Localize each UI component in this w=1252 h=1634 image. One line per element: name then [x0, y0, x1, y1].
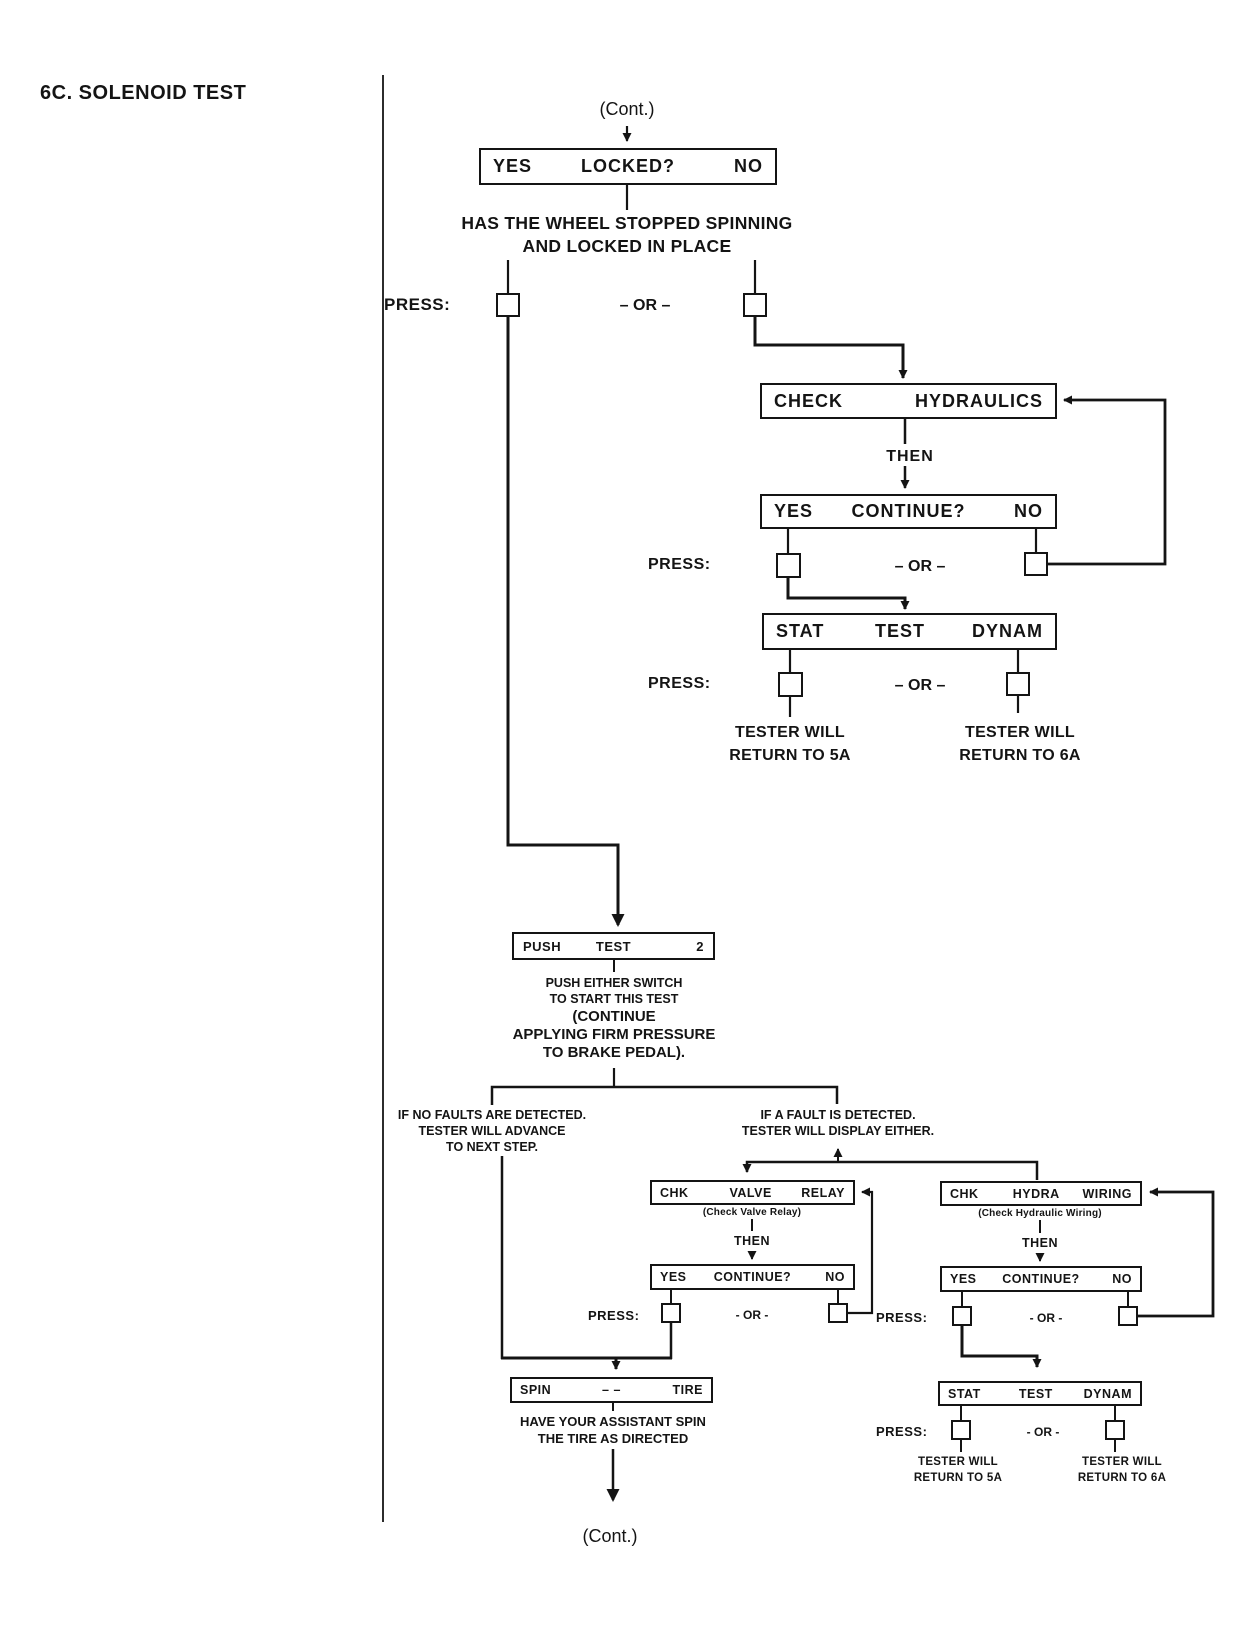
fault-line2: TESTER WILL DISPLAY EITHER.	[741, 1124, 935, 1138]
fault-note	[728, 1107, 948, 1139]
then-label-valve: THEN	[733, 1234, 771, 1248]
continue-yes-label: YES	[774, 501, 814, 521]
spin-tire-note	[498, 1413, 728, 1447]
display-no-label: NO	[734, 156, 763, 176]
push-note-line1: PUSH EITHER SWITCH	[545, 976, 683, 990]
valve-relay-caption: (Check Valve Relay)	[702, 1207, 802, 1218]
return-5a-bottom-line1: TESTER WILL	[918, 1456, 998, 1468]
check-label: CHECK	[774, 390, 844, 411]
continued-to-label: (Cont.)	[582, 1526, 638, 1546]
display-box-locked	[479, 148, 777, 185]
push-test-2-label: 2	[696, 938, 704, 954]
then-label-wiring: THEN	[1021, 1236, 1059, 1250]
continue-question-label: CONTINUE?	[851, 501, 966, 521]
display-box-stat-test-dynam-bottom	[938, 1381, 1142, 1406]
test-bottom-label: TEST	[1018, 1386, 1053, 1401]
stat-bottom-label: STAT	[948, 1386, 981, 1401]
display-question-label: LOCKED?	[581, 156, 675, 176]
display-box-push-test-2	[512, 932, 715, 960]
question-line-2: AND LOCKED IN PLACE	[522, 236, 732, 256]
push-label: PUSH	[523, 938, 562, 954]
no-fault-line1: IF NO FAULTS ARE DETECTED.	[397, 1108, 587, 1122]
question-line-1: HAS THE WHEEL STOPPED SPINNING	[461, 213, 793, 233]
display-box-spin-tire	[510, 1377, 713, 1403]
press-label-valve: PRESS:	[588, 1308, 640, 1323]
hydra-wiring-caption: (Check Hydraulic Wiring)	[978, 1208, 1102, 1219]
chk-valve-right-label: RELAY	[801, 1185, 845, 1200]
return-6a-line2: RETURN TO 6A	[959, 747, 1081, 764]
continued-from-label: (Cont.)	[599, 99, 655, 119]
dynam-bottom-label: DYNAM	[1083, 1386, 1132, 1401]
display-yes-label: YES	[493, 156, 533, 176]
display-box-check-hydraulics	[760, 383, 1057, 419]
continue-valve-no-label: NO	[825, 1270, 845, 1284]
chk-valve-center-label: VALVE	[729, 1185, 772, 1200]
press-button-square-yes-wiring	[952, 1306, 972, 1326]
continue-valve-yes-label: YES	[660, 1270, 687, 1284]
return-6a-bottom-line2: RETURN TO 6A	[1077, 1472, 1167, 1484]
return-6a-note	[930, 721, 1110, 767]
push-note-line2: TO START THIS TEST	[549, 992, 679, 1006]
or-label-wiring: - OR -	[1029, 1311, 1063, 1325]
tire-label: TIRE	[672, 1383, 703, 1397]
chk-valve-left-label: CHK	[660, 1185, 689, 1200]
display-box-chk-valve-relay	[650, 1180, 855, 1205]
display-box-stat-test-dynam	[762, 613, 1057, 650]
or-label-valve: - OR -	[735, 1308, 769, 1322]
dynam-label: DYNAM	[972, 621, 1043, 641]
spin-dashes-label: – –	[602, 1383, 621, 1397]
chk-hydra-left-label: CHK	[950, 1186, 979, 1201]
or-label-continue-hydraulics: – OR –	[894, 558, 946, 575]
fault-line1: IF A FAULT IS DETECTED.	[760, 1108, 916, 1122]
chk-hydra-center-label: HYDRA	[1012, 1186, 1060, 1201]
hydraulics-label: HYDRAULICS	[914, 390, 1043, 411]
brake-note-line1: (CONTINUE	[572, 1008, 656, 1025]
continue-wiring-question-label: CONTINUE?	[1002, 1272, 1080, 1286]
press-button-square-dynam	[1006, 672, 1030, 696]
press-button-square-no-wiring	[1118, 1306, 1138, 1326]
push-test-label: TEST	[595, 938, 632, 954]
display-box-continue-hydraulics	[760, 494, 1057, 529]
press-label-stat-dynam: PRESS:	[648, 675, 711, 692]
continue-no-label: NO	[1014, 501, 1043, 521]
press-button-square-no-top	[743, 293, 767, 317]
press-button-square-yes-continue-hydraulics	[776, 553, 801, 578]
or-label-stat-bottom: - OR -	[1026, 1425, 1060, 1439]
press-label-stat-bottom: PRESS:	[876, 1424, 928, 1439]
return-5a-line2: RETURN TO 5A	[729, 747, 851, 764]
push-note	[514, 975, 714, 1007]
display-box-chk-hydra-wiring	[940, 1181, 1142, 1206]
brake-pedal-note	[489, 1008, 739, 1062]
or-label-top: – OR –	[619, 297, 671, 314]
continue-valve-question-label: CONTINUE?	[713, 1270, 792, 1284]
press-button-square-stat-bottom	[951, 1420, 971, 1440]
brake-note-line3: TO BRAKE PEDAL).	[542, 1044, 686, 1061]
spin-note-line1: HAVE YOUR ASSISTANT SPIN	[520, 1414, 706, 1429]
section-title: 6C. SOLENOID TEST	[40, 82, 247, 104]
press-button-square-no-continue-hydraulics	[1024, 552, 1048, 576]
press-label-continue-hydraulics: PRESS:	[648, 556, 711, 573]
continue-wiring-yes-label: YES	[950, 1272, 977, 1286]
return-6a-note-bottom	[1042, 1454, 1202, 1486]
display-box-continue-wiring	[940, 1266, 1142, 1292]
return-6a-line1: TESTER WILL	[965, 724, 1075, 741]
spin-label: SPIN	[520, 1383, 552, 1397]
spin-note-line2: THE TIRE AS DIRECTED	[537, 1431, 689, 1446]
or-label-stat-dynam: – OR –	[894, 677, 946, 694]
chk-hydra-right-label: WIRING	[1082, 1186, 1132, 1201]
press-button-square-dynam-bottom	[1105, 1420, 1125, 1440]
press-button-square-yes-valve	[661, 1303, 681, 1323]
continue-wiring-no-label: NO	[1112, 1272, 1132, 1286]
return-5a-bottom-line2: RETURN TO 5A	[913, 1472, 1003, 1484]
test-label: TEST	[874, 621, 925, 641]
press-button-square-yes-top	[496, 293, 520, 317]
press-label-top: PRESS:	[384, 295, 451, 314]
press-label-wiring: PRESS:	[876, 1310, 928, 1325]
press-button-square-no-valve	[828, 1303, 848, 1323]
display-box-continue-valve	[650, 1264, 855, 1290]
return-5a-line1: TESTER WILL	[735, 724, 845, 741]
return-5a-note-bottom	[878, 1454, 1038, 1486]
press-button-square-stat	[778, 672, 803, 697]
brake-note-line2: APPLYING FIRM PRESSURE	[512, 1026, 716, 1043]
then-label-hydraulics: THEN	[886, 448, 934, 465]
no-fault-line2: TESTER WILL ADVANCE	[418, 1124, 566, 1138]
no-fault-note	[392, 1107, 592, 1155]
stat-label: STAT	[776, 621, 825, 641]
return-5a-note	[700, 721, 880, 767]
no-fault-line3: TO NEXT STEP.	[446, 1140, 538, 1154]
return-6a-bottom-line1: TESTER WILL	[1082, 1456, 1162, 1468]
